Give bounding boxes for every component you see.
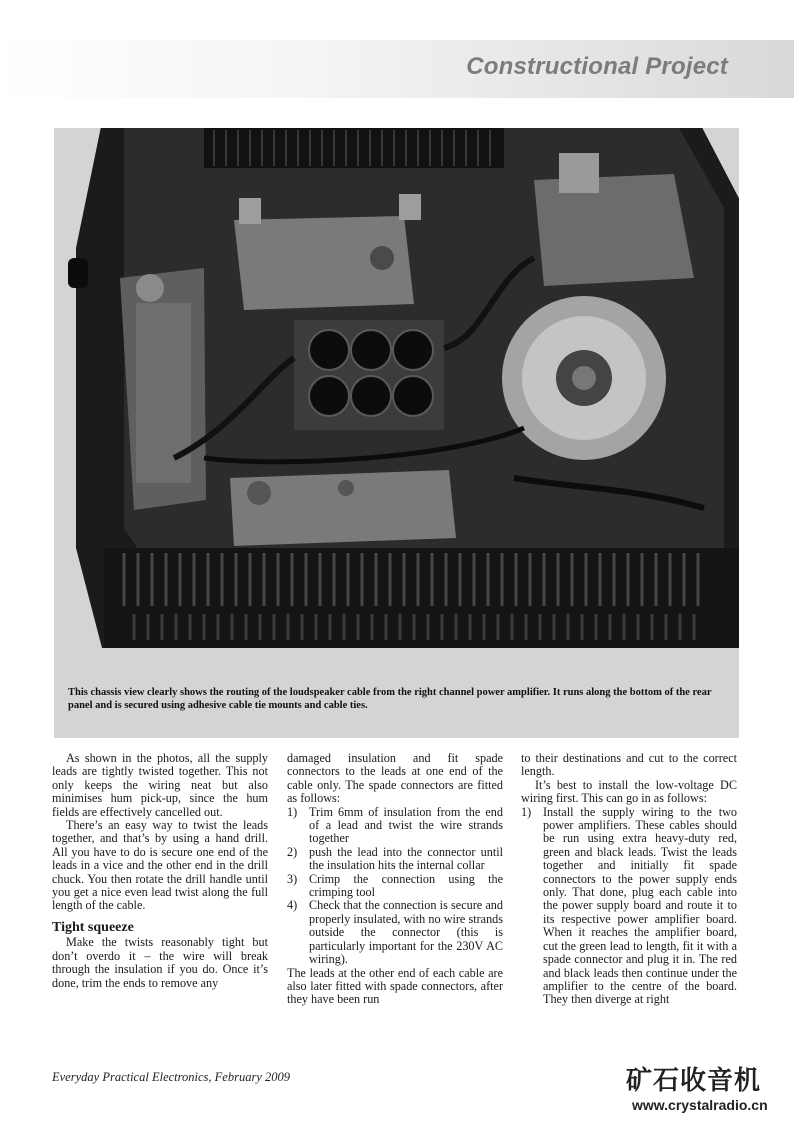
paragraph: As shown in the photos, all the supply leads are tightly twisted together. This not only keeps the wiring neat but also minimises hum pick-up, since the hum fields are effectively cancelled out.: [52, 751, 268, 819]
list-text: Check that the connection is secure and properly insulated, with no wire strands outside the connector (this is particularly important for the 230V AC wiring).: [309, 898, 503, 967]
list-number: 2): [287, 844, 298, 859]
watermark-url: www.crystalradio.cn: [632, 1097, 768, 1113]
list-number: 4): [287, 898, 298, 913]
column-2: [287, 752, 503, 1007]
paragraph: damaged insulation and fit spade connectors to the leads at one end of the cable only. The spade connectors are fitted as follows:: [287, 751, 503, 806]
watermark-logo: 矿石收音机: [626, 1066, 762, 1096]
footer-publication: Everyday Practical Electronics, February 2009: [52, 1070, 291, 1084]
list-text: push the lead into the connector until the insulation hits the internal collar: [309, 844, 503, 873]
figure-box: [54, 128, 739, 738]
list-item: [287, 899, 503, 966]
paragraph: There’s an easy way to twist the leads together, and that’s by using a hand drill. All you have to do is secure one end of the leads in a vice and the other end in the drill chuck. You then rotate the drill handle until you get a nice even lead twist along the full length of the cable.: [52, 818, 268, 913]
list-number: 3): [287, 871, 298, 886]
column-1: [52, 752, 268, 990]
list-number: 1): [521, 804, 532, 819]
chassis-photo: [54, 128, 739, 678]
list-item: [287, 806, 503, 846]
paragraph: Make the twists reasonably tight but don’t overdo it – the wire will break through the insulation if you do. Once it’s done, trim the ends to remove any: [52, 935, 268, 990]
section-title: Constructional Project: [466, 53, 728, 80]
list-item: [521, 806, 737, 1007]
column-3: [521, 752, 737, 1007]
subheading: Tight squeeze: [52, 919, 134, 935]
wiring-steps-list: [521, 806, 737, 1007]
list-text: Trim 6mm of insulation from the end of a lead and twist the wire strands together: [309, 804, 503, 846]
paragraph: The leads at the other end of each cable are also later fitted with spade connectors, after they have been run: [287, 965, 503, 1007]
list-text: Install the supply wiring to the two power amplifiers. These cables should be run using extra heavy-duty red, green and black leads. Twist the leads together and initially fit spade connectors to the power supply ends only. That done, plug each cable into the power supply board and route it to its respective power amplifier board. When it reaches the amplifier board, cut the green lead to length, fit it with a spade connector and plug it in. The red and black leads then continue under the amplifier to the centre of the board. They then diverge at right: [543, 804, 737, 1007]
list-text: Crimp the connection using the crimping tool: [309, 871, 503, 900]
list-item: [287, 873, 503, 900]
list-number: 1): [287, 804, 298, 819]
paragraph: to their destinations and cut to the correct length.: [521, 751, 737, 779]
paragraph: It’s best to install the low-voltage DC wiring first. This can go in as follows:: [521, 777, 737, 806]
connector-steps-list: [287, 806, 503, 967]
figure-caption: This chassis view clearly shows the routing of the loudspeaker cable from the right channel power amplifier. It runs along the bottom of the rear panel and is secured using adhesive cable tie mounts and cable ties.: [68, 687, 712, 711]
list-item: [287, 846, 503, 873]
